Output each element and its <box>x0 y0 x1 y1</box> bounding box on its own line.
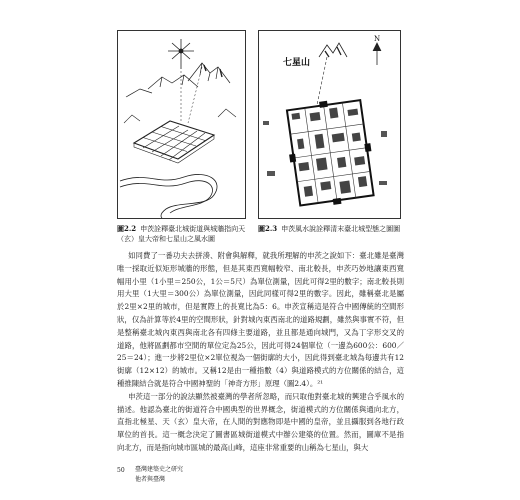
figure-caption-2-3 <box>258 224 403 234</box>
paragraph: 申茨這一部分的說法顯然被臺灣的學者所忽略，而只取他對臺北城的興建合乎風水的描述。他認為臺北的街道符合中國典型的世界概念，街道模式的方位關係與通向北方，直指北極星、天（玄）皇大帝，在人間的對應物即是中國的皇帝，並且攝服到各地行政單位的首長。這一概念決定了圖書區城街道模式中辦公建築的位置。然而，圖庫不是指向北方，而是指向城市區城的最高山峰，這座非常重要的山稱為七星山，與大 <box>117 391 404 452</box>
river <box>120 174 217 218</box>
north-star-icon <box>168 39 194 69</box>
walled-city <box>134 121 214 163</box>
figure-label: 圖2.2 <box>117 224 137 233</box>
figure-caption-2-2 <box>117 224 252 244</box>
city-landscape-illustration <box>118 31 245 218</box>
paragraph: 如同費了一番功夫去拼湊、附會與解釋，就我所理解的申茨之說如下：臺北雖是臺灣唯一採取近似矩形城牆的形態，但是其東西寬幅較窄、南北較長，申茨巧妙地讓東西寬幅用小里（1小里＝250公，1公＝5尺）為單位測量，因此可得2里的數字；南北較長則用大里（1大里＝300公）為單位測量，因此同樣可得2里的數字。因此，雖稱臺北是屬於2里×2里的城市，但是實際上的長寬比為5：6。申茨宣稱這是符合中國傳統的空間形狀，仅為計算等於4里的空間形狀，針對城內東西南北的道路規劃，雖然與事實不符，但是整稱臺北城內東西與南北各有四條主要道路，並且都是通向城門，又為丁字形交叉的道路，他將區劃都市空間的單位定為25公，因此可得24個單位（一邊為600公：600／25＝24）；進一步將2里位×2單位視為一個街廓的大小，因此得到臺北城為每邊共有12街廓（12×12）的城市。又稱12是由一種指數（4）與道路模式的方位關係的結合，這種推陳結合就是符合中國神聖的「神奇方形」原理（圖2.4）。²¹ <box>117 251 404 388</box>
mountain-label: 七星山 <box>283 58 311 68</box>
compass-north-label: N <box>374 35 381 43</box>
running-title: 臺灣建築史之研究 <box>135 466 184 473</box>
mountains <box>126 63 230 97</box>
compass-icon <box>373 43 381 65</box>
body-text <box>117 250 404 455</box>
figure-label: 圖2.3 <box>258 224 278 233</box>
figure-caption-text: 申茨詮釋臺北城街道與城牆指向天（玄）皇大帝和七星山之風水圖 <box>117 225 246 243</box>
page-number: 50 <box>117 467 125 474</box>
running-subtitle: 他者與臺灣 <box>135 476 166 483</box>
city-walls <box>282 96 378 210</box>
city-plan-illustration <box>259 31 400 218</box>
figure-2-3 <box>258 30 401 219</box>
figure-caption-text: 申茨風水說詮釋清末臺北城型態之圖圖 <box>281 225 401 233</box>
mountain-peaks <box>319 43 347 57</box>
axis-line <box>317 57 327 105</box>
figure-2-2 <box>117 30 246 219</box>
